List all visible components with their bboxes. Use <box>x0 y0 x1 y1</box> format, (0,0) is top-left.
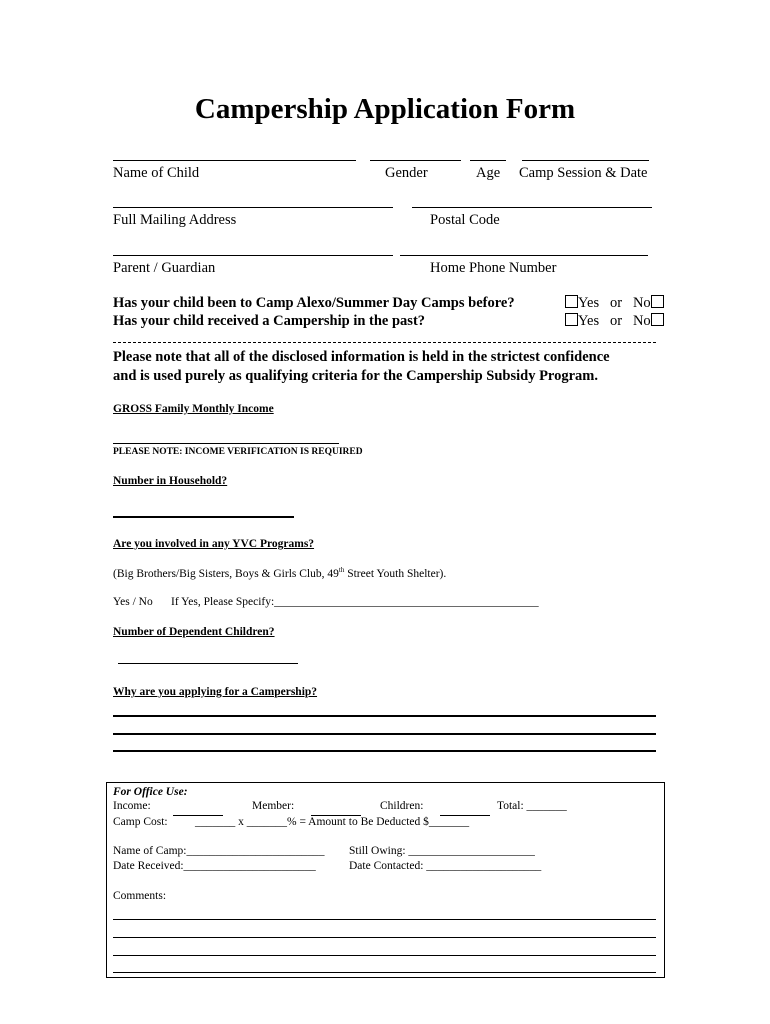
office-date-received[interactable]: Date Received:_______________________ <box>113 860 316 872</box>
office-camp-cost-label: Camp Cost: <box>113 816 168 828</box>
parent-guardian-label: Parent / Guardian <box>113 260 216 276</box>
income-heading: GROSS Family Monthly Income <box>113 403 274 415</box>
income-verification-note: PLEASE NOTE: INCOME VERIFICATION IS REQUIRED <box>113 447 363 457</box>
home-phone-label: Home Phone Number <box>430 260 557 276</box>
postal-code-line[interactable] <box>412 207 652 208</box>
confidentiality-notice-line1: Please note that all of the disclosed information is held in the strictest confidence <box>113 349 610 365</box>
question-received-campership-options <box>565 313 664 330</box>
home-phone-line[interactable] <box>400 255 648 256</box>
or-label: or <box>609 295 623 311</box>
why-answer-line-1[interactable] <box>113 715 656 717</box>
camp-session-date-label: Camp Session & Date <box>519 165 648 181</box>
no-label: No <box>632 295 651 311</box>
form-title: Campership Application Form <box>194 93 576 125</box>
comments-line-4[interactable] <box>113 972 656 973</box>
age-label: Age <box>476 165 501 181</box>
gender-line[interactable] <box>370 160 461 161</box>
gender-label: Gender <box>385 165 428 181</box>
household-line[interactable] <box>113 516 294 518</box>
question-been-to-camp-options <box>565 295 664 312</box>
mailing-address-label: Full Mailing Address <box>113 212 237 228</box>
comments-line-3[interactable] <box>113 955 656 956</box>
confidentiality-notice-line2: and is used purely as qualifying criteria for the Campership Subsidy Program. <box>113 368 598 384</box>
office-cost-formula[interactable]: _______ x _______% = Amount to Be Deducted $_______ <box>195 816 470 828</box>
dashed-divider <box>113 342 656 343</box>
household-heading: Number in Household? <box>113 475 228 487</box>
office-children-label: Children: <box>380 800 424 812</box>
yes-checkbox[interactable] <box>565 313 578 326</box>
camp-session-line[interactable] <box>522 160 649 161</box>
comments-line-2[interactable] <box>113 937 656 938</box>
yvc-heading: Are you involved in any YVC Programs? <box>113 538 315 550</box>
income-line[interactable] <box>113 443 339 444</box>
office-income-label: Income: <box>113 800 151 812</box>
yes-label: Yes <box>578 313 600 329</box>
yes-label: Yes <box>578 295 600 311</box>
parent-guardian-line[interactable] <box>113 255 393 256</box>
why-answer-line-3[interactable] <box>113 750 656 752</box>
name-of-child-line[interactable] <box>113 160 356 161</box>
why-heading: Why are you applying for a Campership? <box>113 686 318 698</box>
question-been-to-camp: Has your child been to Camp Alexo/Summer Day Camps before? <box>113 295 515 311</box>
name-of-child-label: Name of Child <box>113 165 200 181</box>
no-checkbox[interactable] <box>651 295 664 308</box>
no-label: No <box>632 313 651 329</box>
question-received-campership: Has your child received a Campership in the past? <box>113 313 426 329</box>
dependents-line[interactable] <box>118 663 298 664</box>
dependents-heading: Number of Dependent Children? <box>113 626 275 638</box>
office-comments-label: Comments: <box>113 890 167 902</box>
yvc-examples: (Big Brothers/Big Sisters, Boys & Girls Club, 49th Street Youth Shelter). <box>113 566 447 580</box>
office-total[interactable]: Total: _______ <box>497 800 567 812</box>
no-checkbox[interactable] <box>651 313 664 326</box>
office-date-contacted[interactable]: Date Contacted: ____________________ <box>349 860 542 872</box>
yes-checkbox[interactable] <box>565 295 578 308</box>
postal-code-label: Postal Code <box>430 212 500 228</box>
office-member-label: Member: <box>252 800 295 812</box>
office-still-owing[interactable]: Still Owing: ______________________ <box>349 845 535 857</box>
age-line[interactable] <box>470 160 506 161</box>
comments-line-1[interactable] <box>113 919 656 920</box>
or-label: or <box>609 313 623 329</box>
yvc-yes-no[interactable]: Yes / No <box>113 596 153 608</box>
office-heading: For Office Use: <box>113 786 188 798</box>
why-answer-line-2[interactable] <box>113 733 656 735</box>
mailing-address-line[interactable] <box>113 207 393 208</box>
yvc-specify-field[interactable]: If Yes, Please Specify:______________________________________________ <box>171 596 539 608</box>
office-name-of-camp[interactable]: Name of Camp:________________________ <box>113 845 325 857</box>
